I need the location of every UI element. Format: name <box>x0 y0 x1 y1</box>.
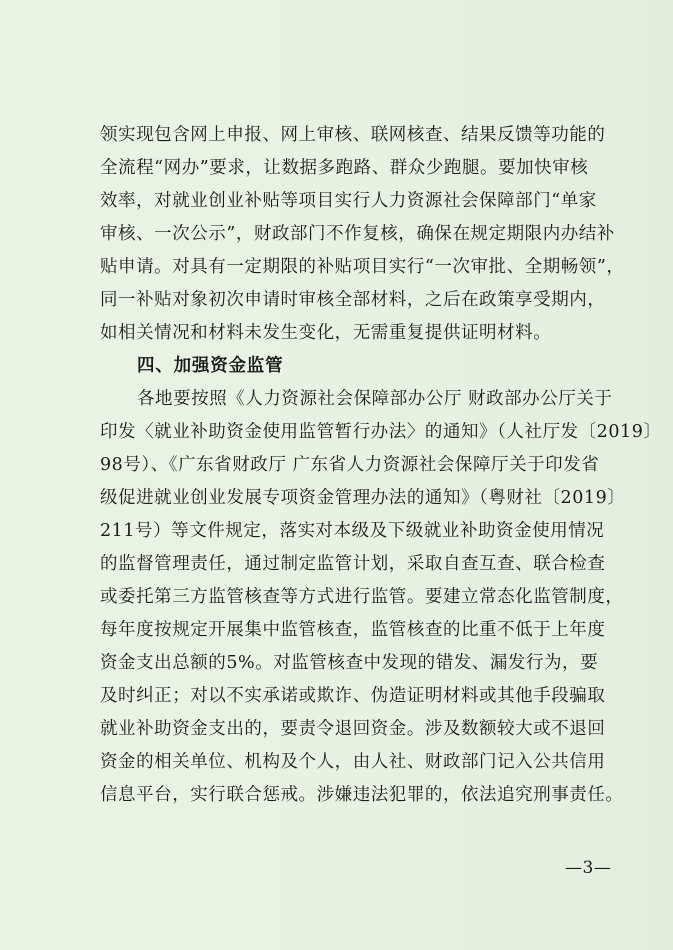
body-line-6: 同一补贴对象初次申请时审核全部材料，之后在政策享受期内， <box>100 290 606 310</box>
body-line-18: 及时纠正；对以不实承诺或欺诈、伪造证明材料或其他手段骗取 <box>100 686 606 706</box>
page-number: —3— <box>565 858 612 878</box>
body-line-21: 信息平台，实行联合惩戒。涉嫌违法犯罪的，依法追究刑事责任。 <box>100 785 624 805</box>
body-line-11: 98号）、《广东省财政厅 广东省人力资源社会保障厅关于印发省 <box>100 455 600 475</box>
body-line-16: 每年度按规定开展集中监管核查，监管核查的比重不低于上年度 <box>100 620 606 640</box>
body-line-9: 各地要按照《人力资源社会保障部办公厅 财政部办公厅关于 <box>137 389 613 409</box>
body-line-2: 全流程“网办”要求，让数据多跑路、群众少跑腿。要加快审核 <box>100 158 589 178</box>
body-line-5: 贴申请。对具有一定期限的补贴项目实行“一次审批、全期畅领”， <box>100 257 625 277</box>
body-line-10: 印发〈就业补助资金使用监管暂行办法〉的通知》（人社厅发〔2019〕 <box>100 422 662 442</box>
body-line-13: 211号）等文件规定，落实对本级及下级就业补助资金使用情况 <box>100 521 605 541</box>
section-heading: 四、加强资金监管 <box>137 356 284 376</box>
body-line-4: 审核、一次公示”，财政部门不作复核，确保在规定期限内办结补 <box>100 224 615 244</box>
body-line-17: 资金支出总额的5%。对监管核查中发现的错发、漏发行为，要 <box>100 653 599 673</box>
body-line-1: 领实现包含网上申报、网上审核、联网核查、结果反馈等功能的 <box>100 125 606 145</box>
body-line-14: 的监督管理责任，通过制定监管计划，采取自查互查、联合检查 <box>100 554 606 574</box>
body-line-20: 资金的相关单位、机构及个人，由人社、财政部门记入公共信用 <box>100 752 606 772</box>
body-line-7: 如相关情况和材料未发生变化，无需重复提供证明材料。 <box>100 323 552 343</box>
body-line-15: 或委托第三方监管核查等方式进行监管。要建立常态化监管制度， <box>100 587 624 607</box>
body-line-19: 就业补助资金支出的，要责令退回资金。涉及数额较大或不退回 <box>100 719 606 739</box>
body-line-12: 级促进就业创业发展专项资金管理办法的通知》（粤财社〔2019〕 <box>100 488 626 508</box>
document-body <box>100 119 662 812</box>
body-line-3: 效率，对就业创业补贴等项目实行人力资源社会保障部门“单家 <box>100 191 597 211</box>
